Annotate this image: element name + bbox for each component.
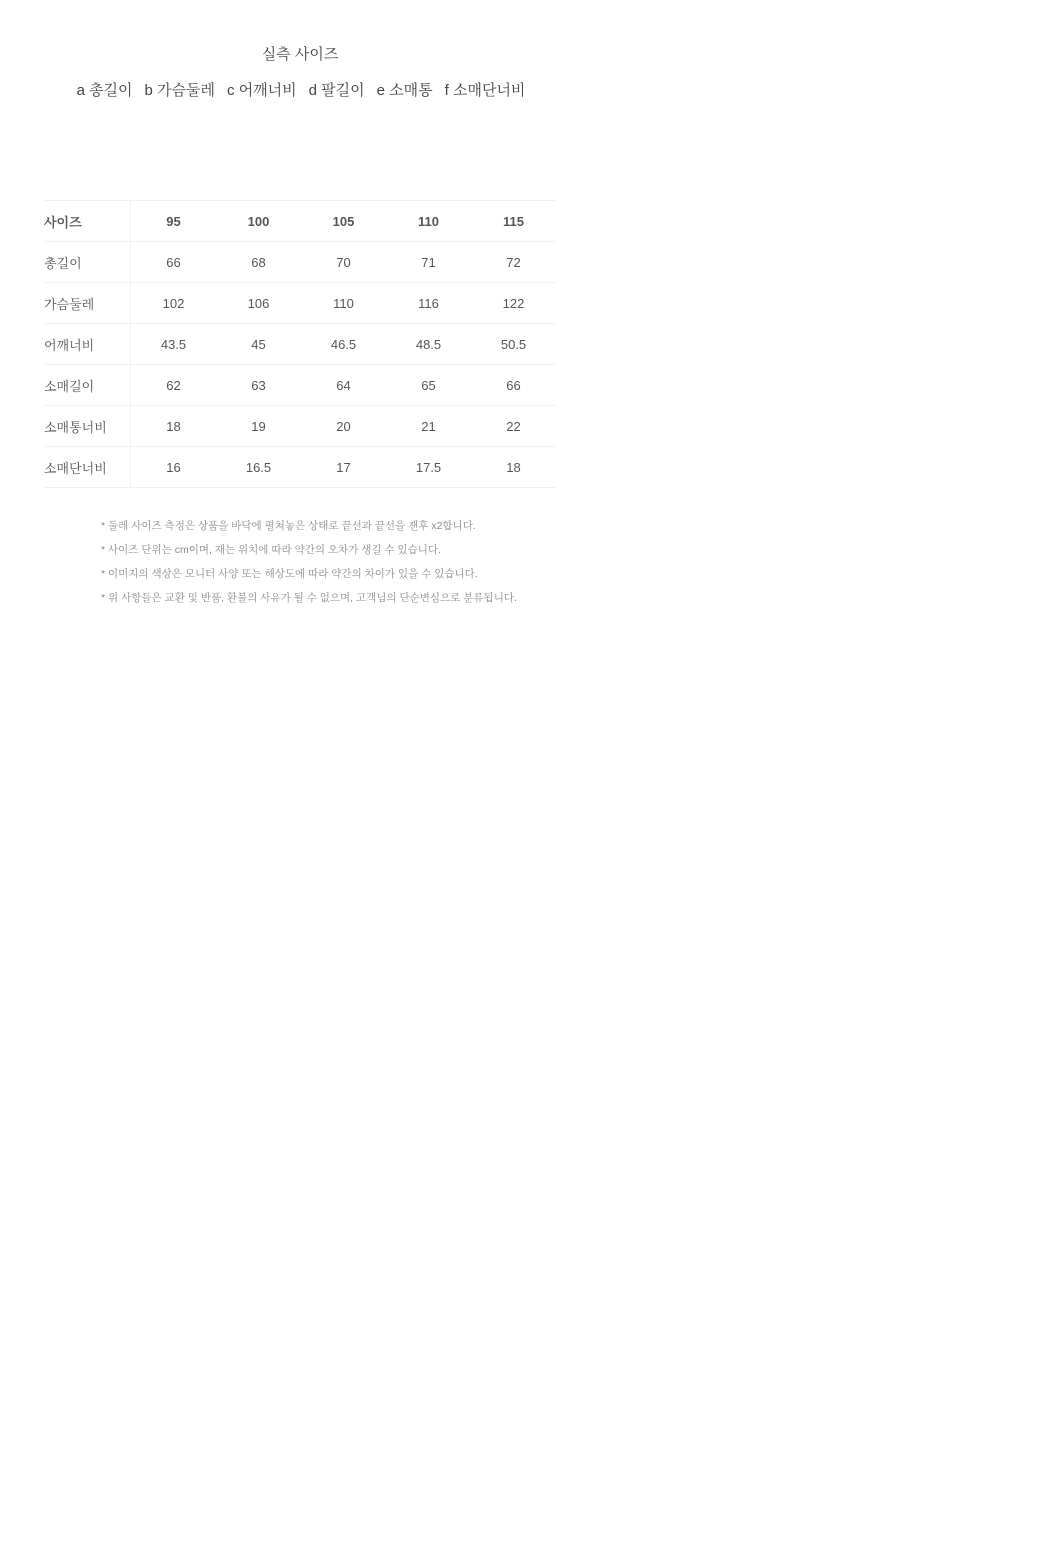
table-cell: 71 bbox=[421, 254, 436, 270]
legend-item-c: c 어깨너비 bbox=[227, 82, 297, 99]
table-cell: 64 bbox=[336, 377, 351, 393]
table-cell: 62 bbox=[166, 377, 181, 393]
size-header: 110 bbox=[418, 213, 439, 229]
table-row bbox=[44, 365, 556, 406]
table-cell: 48.5 bbox=[415, 336, 442, 352]
size-header: 95 bbox=[166, 213, 181, 229]
notes-section bbox=[101, 514, 517, 610]
table-cell: 70 bbox=[336, 254, 351, 270]
row-label: 총길이 bbox=[44, 242, 131, 283]
table-cell: 19 bbox=[251, 418, 266, 434]
row-label: 소매통너비 bbox=[44, 406, 131, 447]
table-row bbox=[44, 242, 556, 283]
table-cell: 106 bbox=[247, 295, 270, 311]
table-cell: 17.5 bbox=[415, 459, 442, 475]
table-cell: 45 bbox=[251, 336, 266, 352]
table-cell: 46.5 bbox=[330, 336, 357, 352]
table-cell: 20 bbox=[336, 418, 351, 434]
table-cell: 18 bbox=[166, 418, 181, 434]
table-cell: 68 bbox=[251, 254, 266, 270]
row-label: 소매길이 bbox=[44, 365, 131, 406]
page-title: 실측 사이즈 bbox=[261, 46, 339, 63]
table-cell: 66 bbox=[506, 377, 521, 393]
row-label: 가슴둘레 bbox=[44, 283, 131, 324]
legend-item-b: b 가슴둘레 bbox=[144, 82, 216, 99]
table-cell: 116 bbox=[418, 295, 439, 311]
note-line: * 둘레 사이즈 측정은 상품을 바닥에 펼쳐놓은 상태로 끝선과 끝선을 잰후 x2합니다. bbox=[101, 520, 476, 532]
table-cell: 18 bbox=[506, 459, 521, 475]
table-cell: 72 bbox=[506, 254, 521, 270]
table-cell: 16 bbox=[166, 459, 181, 475]
row-label: 어깨너비 bbox=[44, 324, 131, 365]
size-header: 115 bbox=[503, 213, 524, 229]
legend-item-a: a 총길이 bbox=[76, 82, 133, 99]
row-label: 소매단너비 bbox=[44, 447, 131, 488]
note-line: * 사이즈 단위는 cm이며, 재는 위치에 따라 약간의 오차가 생길 수 있습니다. bbox=[101, 544, 442, 556]
measurement-legend bbox=[0, 79, 602, 100]
table-cell: 17 bbox=[336, 459, 351, 475]
table-row bbox=[44, 283, 556, 324]
table-cell: 22 bbox=[506, 418, 521, 434]
table-cell: 122 bbox=[502, 295, 525, 311]
size-table bbox=[44, 200, 556, 488]
table-cell: 16.5 bbox=[245, 459, 272, 475]
size-header: 105 bbox=[332, 213, 355, 229]
header-label: 사이즈 bbox=[44, 201, 131, 242]
legend-item-f: f 소매단너비 bbox=[444, 82, 526, 99]
table-cell: 65 bbox=[421, 377, 436, 393]
note-line: * 위 사항들은 교환 및 반품, 환불의 사유가 될 수 없으며, 고객님의 단순변심으로 분류됩니다. bbox=[101, 592, 517, 604]
note-line: * 이미지의 색상은 모니터 사양 또는 해상도에 따라 약간의 차이가 있을 수 있습니다. bbox=[101, 568, 478, 580]
table-cell: 102 bbox=[162, 295, 185, 311]
table-cell: 50.5 bbox=[500, 336, 527, 352]
table-header-row bbox=[44, 201, 556, 242]
table-cell: 66 bbox=[166, 254, 181, 270]
table-row bbox=[44, 324, 556, 365]
size-header: 100 bbox=[247, 213, 270, 229]
table-cell: 43.5 bbox=[160, 336, 187, 352]
legend-item-e: e 소매통 bbox=[376, 82, 433, 99]
table-cell: 21 bbox=[421, 418, 436, 434]
table-cell: 63 bbox=[251, 377, 266, 393]
table-row bbox=[44, 447, 556, 488]
table-cell: 110 bbox=[333, 295, 354, 311]
table-row bbox=[44, 406, 556, 447]
legend-item-d: d 팔길이 bbox=[308, 82, 365, 99]
